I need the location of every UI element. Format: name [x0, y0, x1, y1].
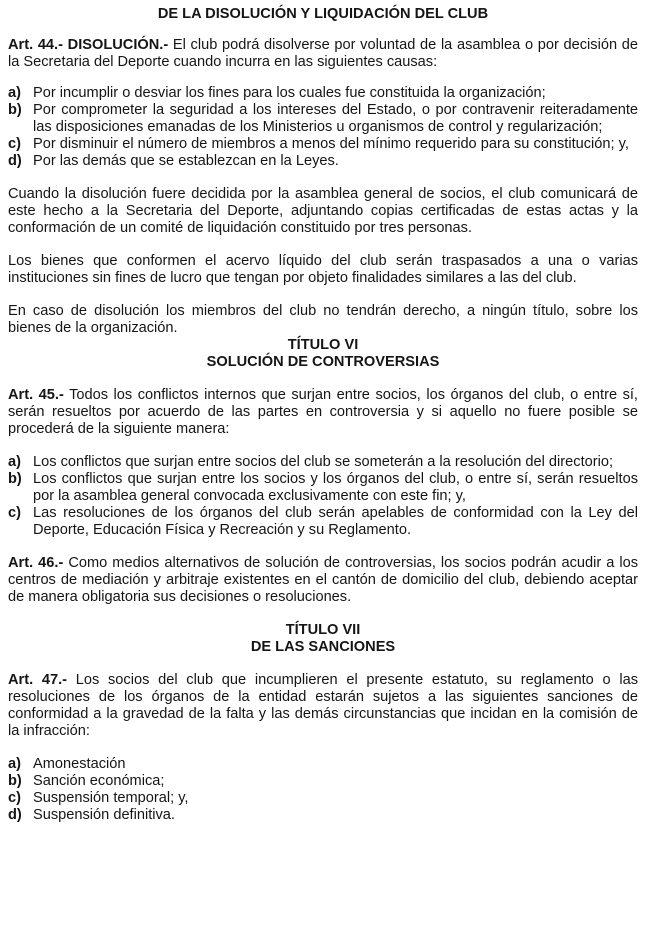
title-vii-name: DE LAS SANCIONES — [250, 639, 396, 655]
list-marker: c) — [8, 505, 21, 521]
list-item — [8, 756, 638, 773]
list-item — [8, 471, 638, 505]
list-item-text: Las resoluciones de los órganos del club serán apelables de conformidad con la Ley del Deporte, Educación Física y Recreación y su Reglamento. — [33, 505, 638, 538]
title-vii-number: TÍTULO VII — [285, 622, 361, 638]
list-item — [8, 454, 638, 471]
title-vi-number: TÍTULO VI — [287, 337, 359, 353]
article-44-intro — [8, 37, 638, 71]
list-item-text: Suspensión temporal; y, — [33, 790, 189, 806]
list-marker: b) — [8, 471, 22, 487]
list-item-text: Por incumplir o desviar los fines para los cuales fue constituida la organización; — [33, 85, 546, 101]
list-marker: b) — [8, 773, 22, 789]
list-marker: a) — [8, 454, 21, 470]
article-47-list — [8, 756, 638, 824]
list-item — [8, 102, 638, 136]
list-marker: d) — [8, 153, 22, 169]
article-44-list — [8, 85, 638, 170]
document-page — [8, 6, 638, 824]
title-vi-name: SOLUCIÓN DE CONTROVERSIAS — [206, 354, 440, 370]
list-item — [8, 153, 638, 170]
list-marker: d) — [8, 807, 22, 823]
article-44-paragraph-2: Los bienes que conformen el acervo líquido del club serán traspasados a una o varias instituciones sin fines de lucro que tengan por objeto finalidades similares a las del club. — [8, 253, 638, 286]
article-47-intro-text: Los socios del club que incumplieren el presente estatuto, su reglamento o las resoluciones de los órganos de la entidad estarán sujetos a las siguientes sanciones de conformidad a la gravedad de la falta y las demás circunstancias que incidan en la comisión de la infracción: — [8, 672, 638, 739]
list-item-text: Los conflictos que surjan entre socios del club se someterán a la resolución del directorio; — [33, 454, 614, 470]
article-47-intro — [8, 672, 638, 740]
list-item — [8, 136, 638, 153]
article-47-label: Art. 47.- — [8, 672, 68, 688]
list-item — [8, 773, 638, 790]
article-45-label: Art. 45.- — [8, 387, 64, 403]
list-marker: c) — [8, 136, 21, 152]
list-item-text: Sanción económica; — [33, 773, 165, 789]
list-item-text: Los conflictos que surjan entre los socios y los órganos del club, o entre sí, serán resueltos por la asamblea general convocada exclusivamente con este fin; y, — [33, 471, 638, 504]
list-marker: a) — [8, 756, 21, 772]
list-item — [8, 85, 638, 102]
list-item — [8, 790, 638, 807]
article-44-intro-text: El club podrá disolverse por voluntad de la asamblea o por decisión de la Secretaria del Deporte cuando incurra en las siguientes causas: — [8, 37, 638, 70]
list-marker: c) — [8, 790, 21, 806]
list-marker: a) — [8, 85, 21, 101]
list-item — [8, 807, 638, 824]
article-45-list — [8, 454, 638, 539]
section-heading-dissolution: DE LA DISOLUCIÓN Y LIQUIDACIÓN DEL CLUB — [157, 6, 489, 22]
list-item — [8, 505, 638, 539]
list-item-text: Por disminuir el número de miembros a menos del mínimo requerido para su constitución; y, — [33, 136, 629, 152]
article-45-intro — [8, 387, 638, 438]
article-45-intro-text: Todos los conflictos internos que surjan entre socios, los órganos del club, o entre sí, serán resueltos por acuerdo de las partes en controversia y si aquello no fuere posible se procederá de la siguiente manera: — [8, 387, 638, 437]
article-46-text: Como medios alternativos de solución de controversias, los socios podrán acudir a los centros de mediación y arbitraje existentes en el cantón de domicilio del club, debiendo aceptar de manera obligatoria sus decisiones o resoluciones. — [8, 555, 639, 605]
list-marker: b) — [8, 102, 22, 118]
article-44-label: Art. 44.- DISOLUCIÓN.- — [8, 37, 169, 53]
article-44-paragraph-3: En caso de disolución los miembros del club no tendrán derecho, a ningún título, sobre los bienes de la organización. — [8, 303, 638, 336]
list-item-text: Suspensión definitiva. — [33, 807, 175, 823]
article-44-paragraph-1: Cuando la disolución fuere decidida por la asamblea general de socios, el club comunicará de este hecho a la Secretaria del Deporte, adjuntando copias certificadas de estas actas y la conformación de un comité de liquidación constituido por tres personas. — [8, 186, 638, 236]
list-item-text: Amonestación — [33, 756, 126, 772]
article-46-label: Art. 46.- — [8, 555, 64, 571]
article-46 — [8, 555, 638, 606]
list-item-text: Por comprometer la seguridad a los intereses del Estado, o por contravenir reiteradamente las disposiciones emanadas de los Ministerios u organismos de control y regularización; — [33, 102, 638, 135]
list-item-text: Por las demás que se establezcan en la Leyes. — [33, 153, 339, 169]
